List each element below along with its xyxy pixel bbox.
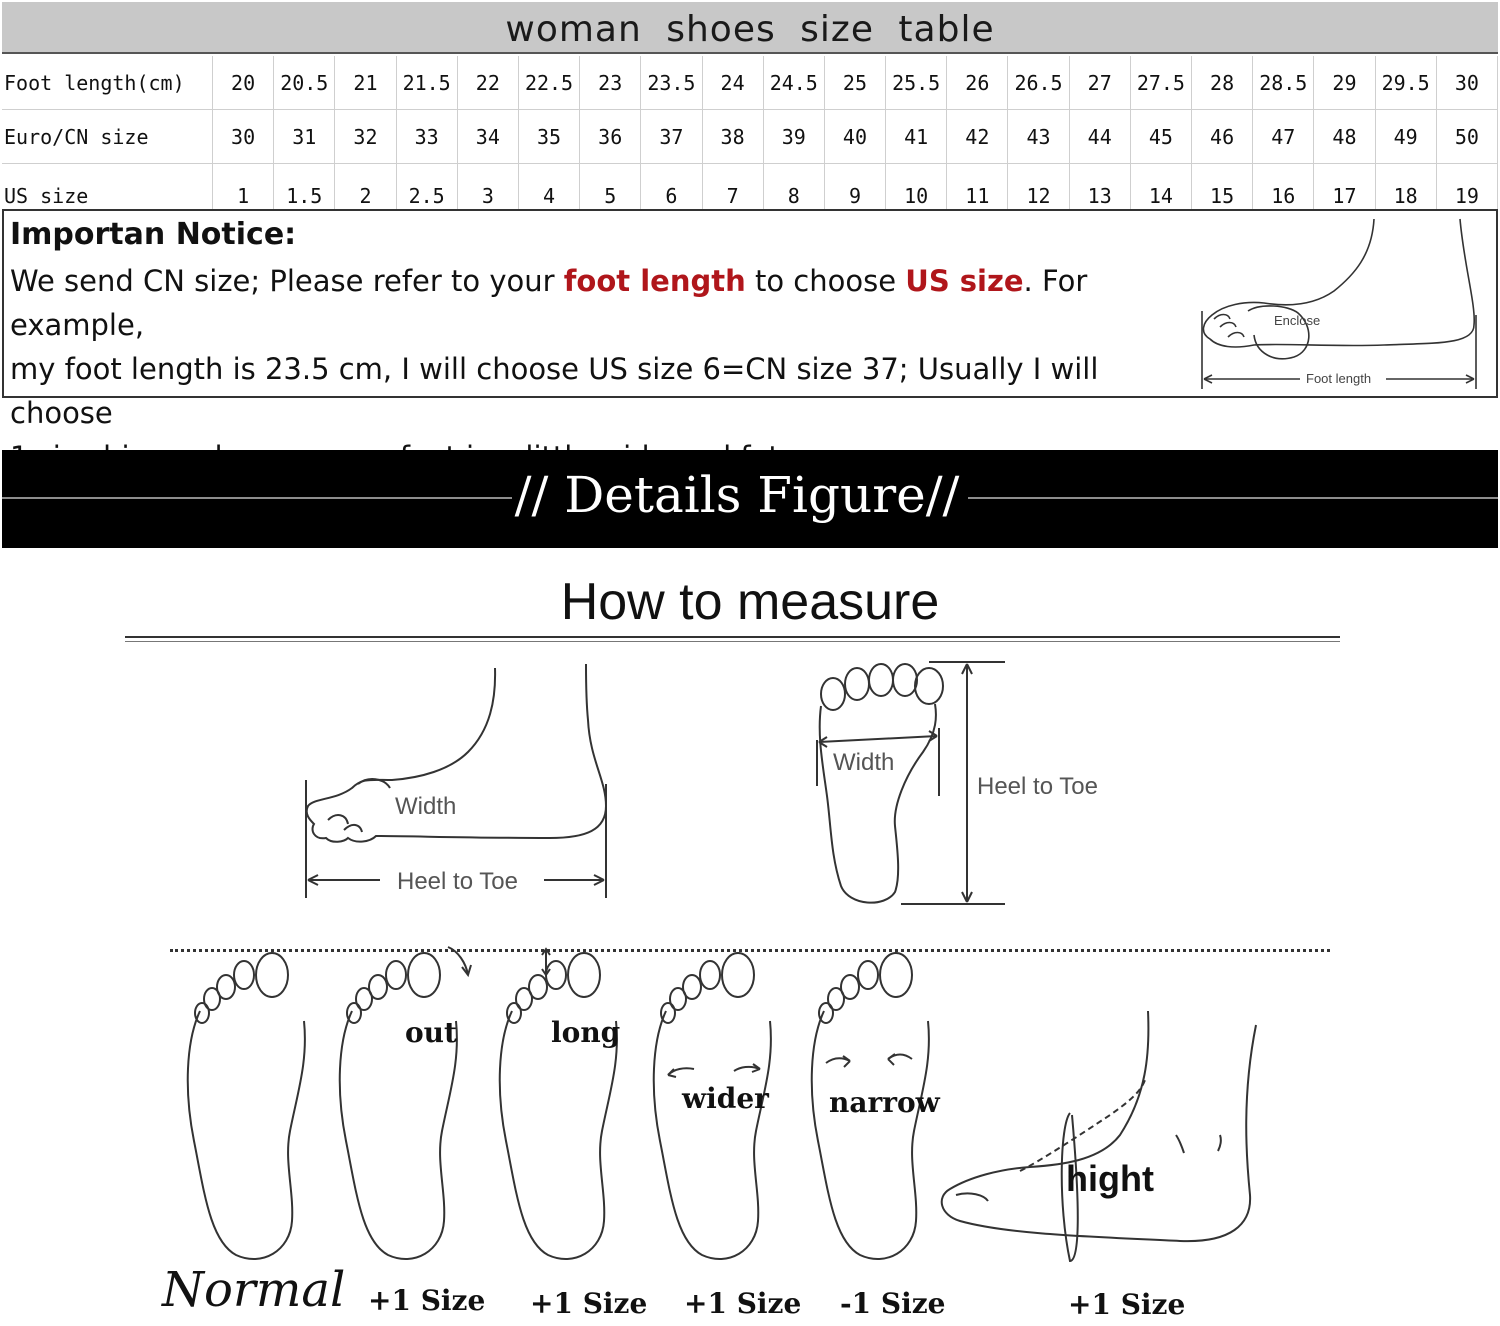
size-table-cell: 31 bbox=[274, 110, 335, 164]
size-table-cell: 25.5 bbox=[886, 56, 947, 110]
measure-title: How to measure bbox=[560, 573, 940, 631]
long-label: long bbox=[551, 1016, 621, 1049]
size-table-cell: 5 bbox=[580, 164, 641, 211]
details-banner bbox=[2, 450, 1498, 548]
size-table-cell: 1 bbox=[213, 164, 274, 211]
highlight-foot-length: foot length bbox=[563, 264, 746, 298]
sole-heel-to-toe-label: Heel to Toe bbox=[977, 773, 1098, 800]
sole-width-label: Width bbox=[833, 749, 895, 776]
size-table-cell: 45 bbox=[1130, 110, 1191, 164]
size-table-cell: 26 bbox=[947, 56, 1008, 110]
banner-line-left bbox=[2, 497, 512, 499]
size-table-cell: 35 bbox=[518, 110, 579, 164]
size-table-cell: 48 bbox=[1314, 110, 1375, 164]
size-table-cell: 44 bbox=[1069, 110, 1130, 164]
size-table-cell: 40 bbox=[824, 110, 885, 164]
size-table-cell: 6 bbox=[641, 164, 702, 211]
size-table-cell: 42 bbox=[947, 110, 1008, 164]
size-table-cell: 2 bbox=[335, 164, 396, 211]
notice-title: Importan Notice: bbox=[10, 217, 297, 252]
size-table-cell: 37 bbox=[641, 110, 702, 164]
size-table-cell: 47 bbox=[1253, 110, 1314, 164]
size-table-cell: 27 bbox=[1069, 56, 1130, 110]
size-table-cell: 8 bbox=[763, 164, 824, 211]
size-table-cell: 14 bbox=[1130, 164, 1191, 211]
normal-label: Normal bbox=[162, 1262, 346, 1318]
size-table-cell: 7 bbox=[702, 164, 763, 211]
size-table-cell: 21 bbox=[335, 56, 396, 110]
size-wider-label: +1 Size bbox=[684, 1287, 802, 1320]
size-table-cell: 36 bbox=[580, 110, 641, 164]
size-table-cell: 41 bbox=[886, 110, 947, 164]
size-table-cell: 38 bbox=[702, 110, 763, 164]
size-table-cell: 24.5 bbox=[763, 56, 824, 110]
size-table-cell: 49 bbox=[1375, 110, 1436, 164]
size-table-cell: 34 bbox=[457, 110, 518, 164]
size-table-cell: 10 bbox=[886, 164, 947, 211]
size-table-cell: 11 bbox=[947, 164, 1008, 211]
size-table-cell: 21.5 bbox=[396, 56, 457, 110]
size-table-cell: 12 bbox=[1008, 164, 1069, 211]
notice-box bbox=[2, 209, 1498, 430]
size-table-cell: 17 bbox=[1314, 164, 1375, 211]
size-table-cell: 3 bbox=[457, 164, 518, 211]
size-table-cell: 9 bbox=[824, 164, 885, 211]
notice-text: to choose bbox=[745, 264, 906, 298]
size-table-cell: 39 bbox=[763, 110, 824, 164]
side-width-label: Width bbox=[395, 793, 457, 820]
foot-length-figure bbox=[1194, 215, 1490, 391]
notice-text: . For example, bbox=[10, 264, 1088, 342]
size-table-cell: 27.5 bbox=[1130, 56, 1191, 110]
size-table-cell: 1.5 bbox=[274, 164, 335, 211]
size-table-cell: 30 bbox=[213, 110, 274, 164]
size-table-cell: 30 bbox=[1436, 56, 1497, 110]
size-table-cell: 23 bbox=[580, 56, 641, 110]
size-table-cell: 20 bbox=[213, 56, 274, 110]
size-hight-label: +1 Size bbox=[1068, 1288, 1186, 1321]
size-table-title: woman shoes size table bbox=[2, 2, 1498, 54]
size-narrow-label: -1 Size bbox=[840, 1287, 946, 1320]
banner-line-right bbox=[968, 497, 1498, 499]
side-heel-to-toe-label: Heel to Toe bbox=[397, 868, 518, 895]
size-table bbox=[2, 56, 1498, 211]
size-table-cell: 25 bbox=[824, 56, 885, 110]
notice-line-1 bbox=[10, 259, 1190, 347]
size-table-cell: 33 bbox=[396, 110, 457, 164]
narrow-label: narrow bbox=[829, 1086, 940, 1119]
enclose-label: Enclose bbox=[1274, 313, 1321, 328]
notice-body bbox=[10, 259, 1190, 479]
banner-title: // Details Figure// bbox=[514, 466, 960, 524]
size-table-cell: 18 bbox=[1375, 164, 1436, 211]
size-table-row bbox=[2, 56, 1498, 110]
size-table-cell: 16 bbox=[1253, 164, 1314, 211]
size-table-cell: 50 bbox=[1436, 110, 1497, 164]
size-table-row-label: US size bbox=[2, 164, 213, 211]
size-table-cell: 32 bbox=[335, 110, 396, 164]
size-table-cell: 19 bbox=[1436, 164, 1497, 211]
size-out-label: +1 Size bbox=[368, 1284, 486, 1317]
size-table-cell: 43 bbox=[1008, 110, 1069, 164]
size-table-cell: 26.5 bbox=[1008, 56, 1069, 110]
size-table-cell: 22 bbox=[457, 56, 518, 110]
size-table-row bbox=[2, 110, 1498, 164]
size-table-cell: 13 bbox=[1069, 164, 1130, 211]
notice-text: We send CN size; Please refer to your bbox=[10, 264, 564, 298]
size-table-cell: 24 bbox=[702, 56, 763, 110]
size-table-row-label: Euro/CN size bbox=[2, 110, 213, 164]
wider-label: wider bbox=[682, 1082, 769, 1115]
notice-line-2: my foot length is 23.5 cm, I will choose US size 6=CN size 37; Usually I will choose bbox=[10, 352, 1099, 430]
size-table-cell: 28 bbox=[1192, 56, 1253, 110]
size-table-cell: 29.5 bbox=[1375, 56, 1436, 110]
size-table-cell: 29 bbox=[1314, 56, 1375, 110]
size-table-cell: 2.5 bbox=[396, 164, 457, 211]
foot-length-label: Foot length bbox=[1306, 371, 1372, 386]
size-long-label: +1 Size bbox=[530, 1287, 648, 1320]
size-table-row bbox=[2, 164, 1498, 211]
size-table-cell: 23.5 bbox=[641, 56, 702, 110]
size-table-row-label: Foot length(cm) bbox=[2, 56, 213, 110]
size-table-cell: 22.5 bbox=[518, 56, 579, 110]
size-table-cell: 28.5 bbox=[1253, 56, 1314, 110]
measure-divider bbox=[125, 636, 1340, 642]
size-table-cell: 4 bbox=[518, 164, 579, 211]
highlight-us-size: US size bbox=[905, 264, 1024, 298]
hight-label: hight bbox=[1066, 1158, 1154, 1199]
size-table-cell: 15 bbox=[1192, 164, 1253, 211]
size-table-cell: 20.5 bbox=[274, 56, 335, 110]
out-label: out bbox=[405, 1016, 457, 1049]
size-table-cell: 46 bbox=[1192, 110, 1253, 164]
